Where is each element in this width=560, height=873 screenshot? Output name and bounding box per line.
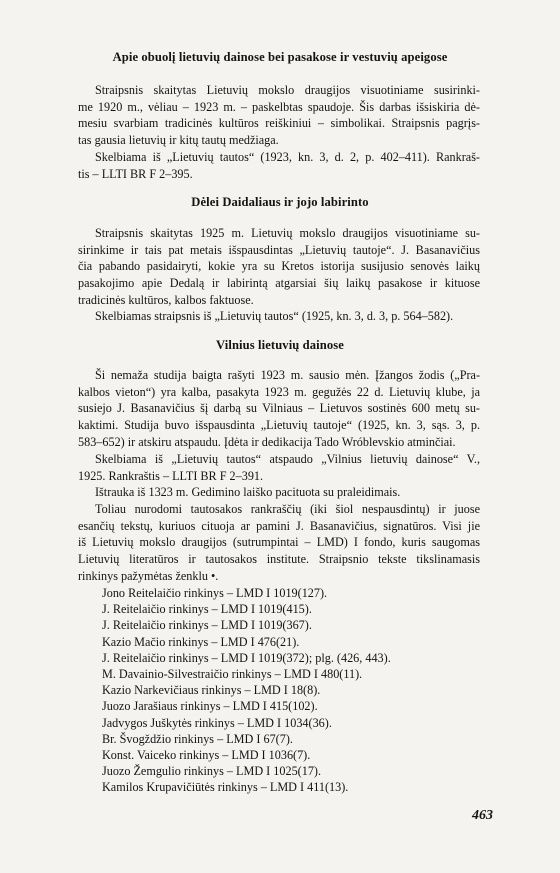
text-line: tas gausia lietuvių ir kitų tautų medžiaga.: [78, 133, 279, 148]
text-line: Skelbiama iš „Lietuvių tautos“ atspaudo „Vilnius lietuvių dainose“ V.,: [95, 452, 480, 466]
list-item: J. Reitelaičio rinkinys – LMD I 1019(415).: [102, 602, 312, 617]
list-item: Jono Reitelaičio rinkinys – LMD I 1019(127).: [102, 586, 328, 600]
list-item: Kazio Narkevičiaus rinkinys – LMD I 18(8).: [102, 683, 321, 698]
paragraph: [78, 367, 480, 451]
text-line: susiejo J. Basanavičius šį darbą su Vilniaus – Lietuvos sostinės 600 metų su-: [78, 401, 480, 416]
text-line: Skelbiama iš „Lietuvių tautos“ (1923, kn. 3, d. 2, p. 402–411). Rankraš-: [95, 150, 480, 164]
list-item: Juozo Jarašiaus rinkinys – LMD I 415(102).: [102, 699, 318, 714]
text-line: pasakojimo apie Dedalą ir labirintą atgarsiai šių laikų pasakose ir kituose: [78, 276, 480, 291]
list-item: Konst. Vaiceko rinkinys – LMD I 1036(7).: [102, 748, 311, 763]
text-line: čia pabando pasidairyti, kokie yra su Kretos istorija susijusio senovės laikų: [78, 259, 480, 274]
paragraph: [78, 451, 480, 484]
list-item: Jadvygos Juškytės rinkinys – LMD I 1034(36).: [102, 715, 332, 730]
paragraph: [78, 308, 480, 325]
list-item: Kamilos Krupavičiūtės rinkinys – LMD I 411(13).: [102, 780, 349, 795]
section-heading-obuolys: Apie obuolį lietuvių dainose bei pasakose ir vestuvių apeigose: [112, 50, 448, 64]
text-line: esančių tekstų, kuriuos cituoja ar pamini J. Basanavičius, signatūros. Visi jie: [78, 518, 480, 533]
list-item: Juozo Žemgulio rinkinys – LMD I 1025(17).: [102, 764, 322, 779]
section-heading-daidalius: Dėlei Daidaliaus ir jojo labirinto: [191, 195, 369, 209]
text-line: me 1920 m., vėliau – 1923 m. – paskelbtas spaudoje. Šis darbas išsiskiria dė-: [78, 99, 480, 114]
list-item: J. Reitelaičio rinkinys – LMD I 1019(367).: [102, 618, 312, 633]
text-line: rinkinys pažymėtas ženklu •.: [78, 568, 219, 583]
paragraph: [78, 501, 480, 585]
text-line: Ši nemaža studija baigta rašyti 1923 m. sausio mėn. Įžangos žodis („Pra-: [95, 368, 480, 382]
text-line: kalbos vieton“) yra kalba, pasakyta 1923 m. gegužės 22 d. Lietuvių klube, ja: [78, 384, 480, 399]
section-heading-vilnius: Vilnius lietuvių dainose: [216, 338, 344, 352]
text-line: mesiu svarbiam tradicinės kultūros reiškiniui – simbolikai. Straipsnis pagrįs-: [78, 116, 480, 131]
text-line: tradicinės kultūros, kalbos faktuose.: [78, 292, 254, 307]
text-line: tis – LLTI BR F 2–395.: [78, 166, 193, 181]
text-line: Straipsnis skaitytas 1925 m. Lietuvių mokslo draugijos visuotiniame su-: [95, 226, 480, 240]
list-item: Kazio Mačio rinkinys – LMD I 476(21).: [102, 634, 300, 649]
text-line: Toliau nurodomi tautosakos rankraščių (iki šiol nespausdintų) ir juose: [95, 502, 480, 516]
paragraph: [78, 225, 480, 309]
text-line: Ištrauka iš 1323 m. Gedimino laiško pacituota su praleidimais.: [95, 485, 401, 499]
text-line: iš Lietuvių mokslo draugijos (sutrumpintai – LMD) I fondo, kuris saugomas: [78, 535, 480, 550]
list-item: Br. Švogždžio rinkinys – LMD I 67(7).: [102, 731, 293, 746]
paragraph: [78, 149, 480, 182]
text-line: 1925. Rankraštis – LLTI BR F 2–391.: [78, 468, 264, 483]
text-line: Lietuvių literatūros ir tautosakos institute. Straipsnio tekste tikslinamasis: [78, 552, 480, 567]
paragraph: [78, 82, 480, 149]
signature-list: [102, 585, 391, 796]
page-number: 463: [472, 808, 493, 823]
text-line: Straipsnis skaitytas Lietuvių mokslo draugijos visuotiniame susirinki-: [95, 83, 480, 97]
list-item: J. Reitelaičio rinkinys – LMD I 1019(372); plg. (426, 443).: [102, 650, 391, 665]
text-line: kaktimi. Studija buvo išspausdinta „Lietuvių tautoje“ (1925, kn. 3, sąs. 3, p.: [78, 418, 480, 433]
text-line: sirinkime ir tais pat metais išspausdintas „Lietuvių tautoje“. J. Basanavičius: [78, 242, 480, 257]
list-item: M. Davainio-Silvestraičio rinkinys – LMD I 480(11).: [102, 667, 363, 682]
text-line: Skelbiamas straipsnis iš „Lietuvių tautos“ (1925, kn. 3, d. 3, p. 564–582).: [95, 309, 454, 323]
paragraph: [78, 484, 480, 501]
text-line: 583–652) ir atskiru atspaudu. Įdėta ir dedikacija Tado Wróblevskio atminčiai.: [78, 434, 456, 449]
